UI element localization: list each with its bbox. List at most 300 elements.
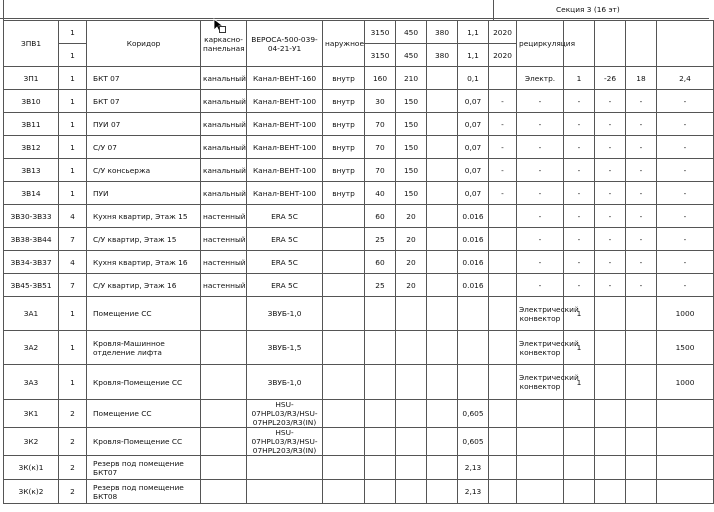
cell-room: Кровля-Машинное отделение лифта — [87, 331, 201, 365]
cell-model: ERA 5C — [247, 251, 323, 274]
table-row — [4, 365, 714, 400]
cell-c15 — [626, 428, 657, 456]
cell-c11 — [489, 400, 517, 428]
cell-c11 — [489, 428, 517, 456]
cell-c11 — [489, 331, 517, 365]
table-row — [4, 228, 714, 251]
cell-c7: 60 — [365, 205, 396, 228]
cell-type: канальный — [201, 159, 247, 182]
cell-c7: 60 — [365, 251, 396, 274]
cell-c15 — [626, 456, 657, 480]
cell-c15: - — [626, 228, 657, 251]
cell-qty: 1 — [59, 297, 87, 331]
cell-code: ЗК(к)2 — [4, 480, 59, 504]
cell-room: Кровля-Помещение СС — [87, 428, 201, 456]
cell-model: Канал-ВЕНТ-100 — [247, 136, 323, 159]
cell-c9 — [427, 365, 458, 400]
cell-c7: 3150 — [365, 21, 396, 44]
cell-c13: 1 — [564, 67, 595, 90]
cell-model: Канал-ВЕНТ-100 — [247, 159, 323, 182]
frame-line — [493, 0, 494, 20]
cell-c7: 25 — [365, 228, 396, 251]
cell-c12: Электр. — [517, 67, 564, 90]
cell-c7 — [365, 480, 396, 504]
cell-c7: 70 — [365, 159, 396, 182]
cell-c15 — [626, 331, 657, 365]
cell-c16: 1000 — [657, 297, 714, 331]
cell-c11 — [489, 205, 517, 228]
cell-c8 — [396, 297, 427, 331]
cell-c9 — [427, 113, 458, 136]
cell-model: HSU-07HPL03/R3/HSU-07HPL203/R3(IN) — [247, 428, 323, 456]
cell-c9: 380 — [427, 44, 458, 67]
cell-c10: 0.016 — [458, 274, 489, 297]
cell-model: Канал-ВЕНТ-160 — [247, 67, 323, 90]
cell-c10: 0,1 — [458, 67, 489, 90]
cell-type — [201, 428, 247, 456]
cell-type: канальный — [201, 182, 247, 205]
cell-room: ПУИ 07 — [87, 113, 201, 136]
cell-c16: - — [657, 90, 714, 113]
cell-room: Коридор — [87, 21, 201, 67]
cell-qty: 1 — [59, 90, 87, 113]
cell-c9 — [427, 182, 458, 205]
cell-c8: 150 — [396, 182, 427, 205]
checkbox-icon — [219, 26, 226, 33]
cell-type — [201, 400, 247, 428]
cell-placement — [323, 331, 365, 365]
cell-c12: - — [517, 251, 564, 274]
table-row — [4, 159, 714, 182]
cell-c15 — [626, 480, 657, 504]
cell-c10: 0.016 — [458, 251, 489, 274]
table-row — [4, 205, 714, 228]
cell-c7 — [365, 297, 396, 331]
cell-c11: - — [489, 136, 517, 159]
cell-c14: - — [595, 136, 626, 159]
cell-code: ЗП1 — [4, 67, 59, 90]
cell-c13: - — [564, 90, 595, 113]
cell-c10: 1,1 — [458, 21, 489, 44]
cell-code: ЗК2 — [4, 428, 59, 456]
cell-code: ЗА1 — [4, 297, 59, 331]
table-row — [4, 113, 714, 136]
cell-c16: - — [657, 228, 714, 251]
cell-placement — [323, 400, 365, 428]
cell-placement — [323, 251, 365, 274]
cell-c9 — [427, 274, 458, 297]
cell-placement — [323, 365, 365, 400]
table-row — [4, 400, 714, 428]
cell-c12: Электрический конвектор — [517, 297, 564, 331]
cell-room: Резерв под помещение БКТ08 — [87, 480, 201, 504]
table-row — [4, 274, 714, 297]
cell-c13: 1 — [564, 365, 595, 400]
cell-placement — [323, 274, 365, 297]
cell-c9: 380 — [427, 21, 458, 44]
cell-c14 — [595, 480, 626, 504]
cell-c12: - — [517, 228, 564, 251]
cell-code: ЗК1 — [4, 400, 59, 428]
table-row — [4, 90, 714, 113]
cell-c15: - — [626, 113, 657, 136]
cell-c11 — [489, 456, 517, 480]
table-row — [4, 251, 714, 274]
cell-c8 — [396, 428, 427, 456]
cell-c14: -26 — [595, 67, 626, 90]
cell-room: Кровля-Помещение СС — [87, 365, 201, 400]
cell-c8: 20 — [396, 274, 427, 297]
cell-room: Помещение СС — [87, 297, 201, 331]
equipment-table — [3, 20, 714, 504]
cell-c7 — [365, 400, 396, 428]
cell-c15: - — [626, 205, 657, 228]
cell-model: HSU-07HPL03/R3/HSU-07HPL203/R3(IN) — [247, 400, 323, 428]
cell-room: С/У консьержа — [87, 159, 201, 182]
cell-c12: Электрический конвектор — [517, 331, 564, 365]
cell-c9 — [427, 456, 458, 480]
cell-placement — [323, 228, 365, 251]
cell-c14: - — [595, 90, 626, 113]
cell-c8: 150 — [396, 90, 427, 113]
section-title: Секция 3 (16 эт) — [556, 5, 620, 14]
cell-room: БКТ 07 — [87, 90, 201, 113]
cell-type — [201, 456, 247, 480]
cell-c12: - — [517, 113, 564, 136]
cell-c16: - — [657, 113, 714, 136]
cell-c9 — [427, 159, 458, 182]
cell-placement: внутр — [323, 113, 365, 136]
table-row — [4, 67, 714, 90]
cell-c12: - — [517, 182, 564, 205]
cell-c14 — [595, 400, 626, 428]
cell-qty: 1 — [59, 67, 87, 90]
cell-c14: - — [595, 113, 626, 136]
cell-qty: 2 — [59, 428, 87, 456]
cell-placement: внутр — [323, 136, 365, 159]
cell-c15: - — [626, 274, 657, 297]
cell-room: ПУИ — [87, 182, 201, 205]
cell-c8: 150 — [396, 159, 427, 182]
cell-model: ERA 5C — [247, 228, 323, 251]
header-row — [4, 21, 714, 44]
cell-code: ЗВ11 — [4, 113, 59, 136]
cell-c10: 0.016 — [458, 228, 489, 251]
cell-model: ЗВУБ-1,0 — [247, 365, 323, 400]
cell-placement — [323, 205, 365, 228]
cell-c15: 18 — [626, 67, 657, 90]
cell-c11: - — [489, 113, 517, 136]
cell-c16 — [657, 428, 714, 456]
cell-c12 — [517, 400, 564, 428]
cell-code: ЗВ45-ЗВ51 — [4, 274, 59, 297]
cell-c8: 150 — [396, 113, 427, 136]
table-row — [4, 182, 714, 205]
cell-qty: 1 — [59, 21, 87, 44]
cell-c15: - — [626, 90, 657, 113]
cell-room: С/У квартир, Этаж 16 — [87, 274, 201, 297]
cell-c13: - — [564, 228, 595, 251]
cell-c14 — [595, 331, 626, 365]
cell-qty: 2 — [59, 400, 87, 428]
cell-c7 — [365, 331, 396, 365]
cell-code: ЗВ34-ЗВ37 — [4, 251, 59, 274]
cell-c16: - — [657, 274, 714, 297]
cell-c11 — [489, 274, 517, 297]
cell-c14: - — [595, 228, 626, 251]
cell-c16 — [657, 456, 714, 480]
cell-type: настенный — [201, 274, 247, 297]
cell-placement — [323, 456, 365, 480]
cell-c7: 70 — [365, 136, 396, 159]
cell-c9 — [427, 480, 458, 504]
cell-c14 — [595, 428, 626, 456]
frame-line — [0, 18, 709, 19]
cell-c9 — [427, 205, 458, 228]
cell-placement: наружное — [323, 21, 365, 67]
cell-c11: - — [489, 182, 517, 205]
cell-c7: 25 — [365, 274, 396, 297]
cell-c12: рециркуляция — [517, 21, 564, 67]
cell-c11: - — [489, 159, 517, 182]
cell-code: ЗА2 — [4, 331, 59, 365]
cell-c16 — [657, 400, 714, 428]
cell-c14 — [595, 21, 626, 67]
cell-c13 — [564, 428, 595, 456]
cell-code: ЗВ14 — [4, 182, 59, 205]
cell-c8: 450 — [396, 21, 427, 44]
cell-c11 — [489, 297, 517, 331]
cell-model: ERA 5C — [247, 274, 323, 297]
cell-c13 — [564, 480, 595, 504]
table-row — [4, 428, 714, 456]
frame-line — [3, 0, 4, 20]
cell-c8: 450 — [396, 44, 427, 67]
cell-c12 — [517, 480, 564, 504]
cell-model — [247, 456, 323, 480]
cell-c11 — [489, 228, 517, 251]
cell-room: С/У квартир, Этаж 15 — [87, 228, 201, 251]
cell-c12: - — [517, 205, 564, 228]
table-row — [4, 480, 714, 504]
cell-placement: внутр — [323, 67, 365, 90]
cell-model: ЗВУБ-1,0 — [247, 297, 323, 331]
cell-c15: - — [626, 136, 657, 159]
cell-c8 — [396, 400, 427, 428]
cell-c12: - — [517, 136, 564, 159]
cell-c10: 0,07 — [458, 136, 489, 159]
cell-room: Кухня квартир, Этаж 15 — [87, 205, 201, 228]
cell-c16: - — [657, 159, 714, 182]
cell-c10: 2,13 — [458, 480, 489, 504]
cell-c15 — [626, 365, 657, 400]
cell-model: ЗВУБ-1,5 — [247, 331, 323, 365]
cell-c16: - — [657, 136, 714, 159]
cell-code: ЗВ12 — [4, 136, 59, 159]
cell-type: канальный — [201, 136, 247, 159]
cell-c15 — [626, 297, 657, 331]
cell-c10: 0,07 — [458, 113, 489, 136]
cell-qty: 1 — [59, 159, 87, 182]
cell-qty: 7 — [59, 274, 87, 297]
cell-c15 — [626, 400, 657, 428]
cell-qty: 2 — [59, 456, 87, 480]
cell-code: ЗВ30-ЗВ33 — [4, 205, 59, 228]
cell-code: ЗВ13 — [4, 159, 59, 182]
cell-code: ЗА3 — [4, 365, 59, 400]
cell-c12: - — [517, 159, 564, 182]
cell-c12: Электрический конвектор — [517, 365, 564, 400]
cell-c10: 0,07 — [458, 90, 489, 113]
cell-c10: 1,1 — [458, 44, 489, 67]
cell-code: ЗВ10 — [4, 90, 59, 113]
cell-c13: - — [564, 136, 595, 159]
cell-code: ЗК(к)1 — [4, 456, 59, 480]
cell-type: канальный — [201, 90, 247, 113]
cell-c10: 0,605 — [458, 428, 489, 456]
cell-c11 — [489, 480, 517, 504]
cell-c8: 20 — [396, 251, 427, 274]
cell-type: настенный — [201, 205, 247, 228]
cell-room: Резерв под помещение БКТ07 — [87, 456, 201, 480]
cell-type — [201, 480, 247, 504]
cell-placement: внутр — [323, 159, 365, 182]
cell-c14 — [595, 456, 626, 480]
cell-c15: - — [626, 251, 657, 274]
cell-c10: 2,13 — [458, 456, 489, 480]
cell-c16: - — [657, 205, 714, 228]
cell-c16: - — [657, 182, 714, 205]
cell-c8: 20 — [396, 228, 427, 251]
cell-qty: 1 — [59, 331, 87, 365]
cell-c9 — [427, 67, 458, 90]
cell-qty: 1 — [59, 44, 87, 67]
cell-c10: 0,605 — [458, 400, 489, 428]
cell-qty: 4 — [59, 251, 87, 274]
cell-placement — [323, 297, 365, 331]
cell-c9 — [427, 331, 458, 365]
cell-type: канальный — [201, 113, 247, 136]
cell-c13: - — [564, 113, 595, 136]
cell-type: настенный — [201, 251, 247, 274]
cell-c12 — [517, 428, 564, 456]
cell-c14 — [595, 297, 626, 331]
cell-c15 — [626, 21, 657, 67]
cell-c14: - — [595, 251, 626, 274]
cell-c9 — [427, 136, 458, 159]
table-row — [4, 456, 714, 480]
cell-c8: 20 — [396, 205, 427, 228]
cell-c16 — [657, 480, 714, 504]
cell-model: ERA 5C — [247, 205, 323, 228]
cell-model: Канал-ВЕНТ-100 — [247, 90, 323, 113]
cell-c14: - — [595, 274, 626, 297]
cell-placement — [323, 480, 365, 504]
cell-placement: внутр — [323, 90, 365, 113]
cell-c8 — [396, 456, 427, 480]
table-row — [4, 136, 714, 159]
cell-room: БКТ 07 — [87, 67, 201, 90]
cell-c10: 0,07 — [458, 182, 489, 205]
cell-c10 — [458, 331, 489, 365]
cell-type — [201, 297, 247, 331]
cell-c10 — [458, 297, 489, 331]
cell-c13: - — [564, 274, 595, 297]
cell-c13: - — [564, 159, 595, 182]
cell-c16 — [657, 21, 714, 67]
cell-c13: - — [564, 205, 595, 228]
cell-c13: 1 — [564, 297, 595, 331]
cell-code: ЗПВ1 — [4, 21, 59, 67]
cell-room: Кухня квартир, Этаж 16 — [87, 251, 201, 274]
cell-c7: 70 — [365, 113, 396, 136]
cell-c8 — [396, 331, 427, 365]
cell-c8 — [396, 365, 427, 400]
cell-c8: 210 — [396, 67, 427, 90]
cell-c16: 1500 — [657, 331, 714, 365]
table-row — [4, 297, 714, 331]
cell-c8 — [396, 480, 427, 504]
cell-code: ЗВ38-ЗВ44 — [4, 228, 59, 251]
cell-c11 — [489, 251, 517, 274]
cell-type: настенный — [201, 228, 247, 251]
cell-c10: 0.016 — [458, 205, 489, 228]
cell-c7 — [365, 456, 396, 480]
cell-c11: 2020 — [489, 44, 517, 67]
cell-qty: 1 — [59, 182, 87, 205]
cell-c16: - — [657, 251, 714, 274]
cell-c10 — [458, 365, 489, 400]
cell-c9 — [427, 400, 458, 428]
cell-c11 — [489, 67, 517, 90]
cell-c9 — [427, 228, 458, 251]
cell-c9 — [427, 297, 458, 331]
cell-c7: 30 — [365, 90, 396, 113]
cell-c8: 150 — [396, 136, 427, 159]
cell-room: Помещение СС — [87, 400, 201, 428]
cell-c9 — [427, 428, 458, 456]
cell-model — [247, 480, 323, 504]
cell-c14 — [595, 365, 626, 400]
cell-type: канальный — [201, 67, 247, 90]
cell-c16: 2,4 — [657, 67, 714, 90]
cell-c13 — [564, 456, 595, 480]
cell-c12: - — [517, 90, 564, 113]
cell-c13: 1 — [564, 331, 595, 365]
cell-c14: - — [595, 159, 626, 182]
cell-type — [201, 365, 247, 400]
cell-c15: - — [626, 159, 657, 182]
cell-c11: 2020 — [489, 21, 517, 44]
cell-qty: 4 — [59, 205, 87, 228]
cell-c11: - — [489, 90, 517, 113]
cell-room: С/У 07 — [87, 136, 201, 159]
cell-c13: - — [564, 251, 595, 274]
cell-c7: 40 — [365, 182, 396, 205]
cell-c10: 0,07 — [458, 159, 489, 182]
cell-c9 — [427, 90, 458, 113]
cell-c15: - — [626, 182, 657, 205]
cell-c14: - — [595, 182, 626, 205]
cell-c13 — [564, 400, 595, 428]
cell-placement: внутр — [323, 182, 365, 205]
cell-type — [201, 331, 247, 365]
cell-c7 — [365, 365, 396, 400]
cell-c13: - — [564, 182, 595, 205]
cell-c7 — [365, 428, 396, 456]
cell-c7: 3150 — [365, 44, 396, 67]
cell-qty: 1 — [59, 113, 87, 136]
